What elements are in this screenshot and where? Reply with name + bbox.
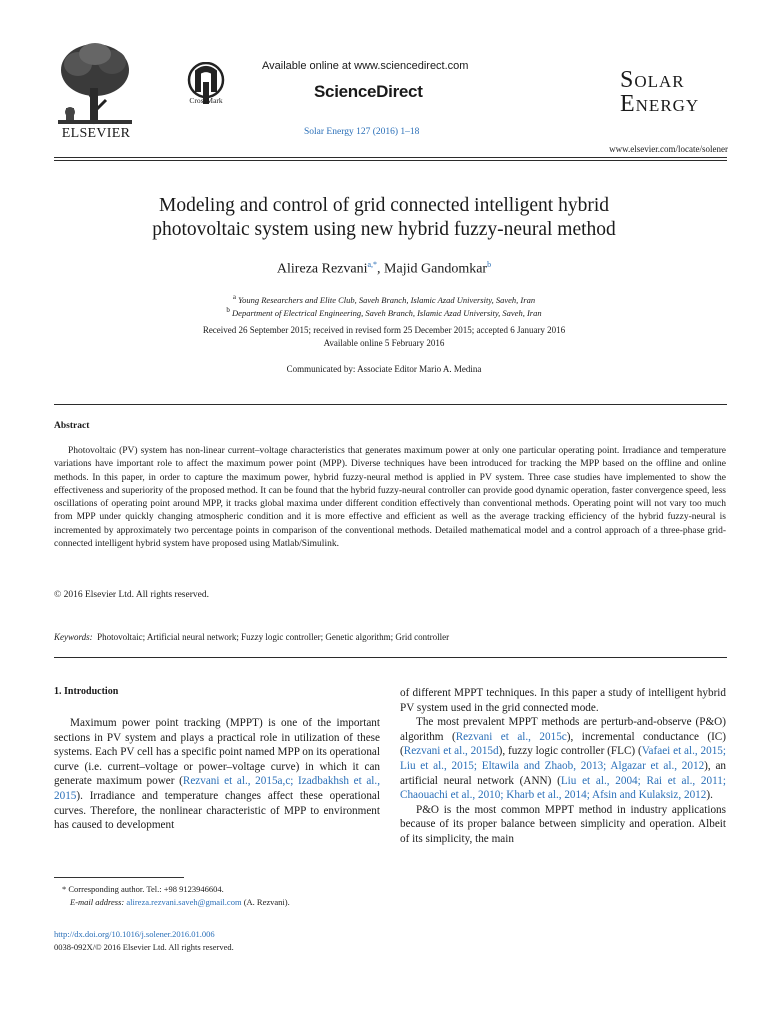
author-name: Majid Gandomkar bbox=[384, 261, 488, 277]
left-column bbox=[54, 716, 380, 833]
header-rule-bottom bbox=[54, 160, 727, 161]
tree-logo-icon bbox=[56, 38, 134, 138]
article-title-line2: photovoltaic system using new hybrid fuzzy-neural method bbox=[152, 219, 616, 240]
affiliation-b bbox=[60, 306, 708, 318]
journal-title-line1: Solar bbox=[620, 67, 685, 93]
journal-homepage-link[interactable]: www.elsevier.com/locate/solener bbox=[609, 144, 728, 154]
right-column bbox=[400, 686, 726, 847]
paragraph: P&O is the most common MPPT method in industry applications because of its proper balance between simplicity and operation. Albeit of its simplicity, the main bbox=[400, 803, 726, 845]
article-title bbox=[60, 194, 708, 242]
corresponding-author-footnote bbox=[54, 883, 384, 909]
paragraph-text: ). Irradiance and temperature changes affect these operational curves. Therefore, the nonlinear characteristic of MPP to environment has caused to development bbox=[54, 789, 380, 832]
abstract-rule-top bbox=[54, 404, 727, 405]
paragraph-text: ). bbox=[706, 789, 713, 802]
email-label: E-mail address: bbox=[70, 897, 125, 907]
article-title-line1: Modeling and control of grid connected intelligent hybrid bbox=[158, 195, 609, 216]
header-rule-top bbox=[54, 157, 727, 158]
section-heading-introduction: 1. Introduction bbox=[54, 686, 119, 697]
doi-block bbox=[54, 928, 234, 954]
affiliation-mark: b bbox=[226, 306, 230, 314]
affiliation-text: Department of Electrical Engineering, Saveh Branch, Islamic Azad University, Saveh, Iran bbox=[232, 307, 542, 318]
paragraph-text: ), incremental conductance (IC) ( bbox=[400, 730, 726, 758]
journal-title bbox=[620, 68, 728, 116]
author-separator: , bbox=[377, 261, 385, 277]
author-name: Alireza Rezvani bbox=[276, 261, 368, 277]
citation-link[interactable]: Liu et al., 2004; Rai et al., 2011; Chaouachi et al., 2010; Kharb et al., 2014; Afsin and Kulaksiz, 2012 bbox=[400, 774, 727, 802]
doi-link[interactable]: http://dx.doi.org/10.1016/j.solener.2016.01.006 bbox=[54, 929, 215, 939]
footnote-rule bbox=[54, 877, 184, 878]
keywords-text: Photovoltaic; Artificial neural network; Fuzzy logic controller; Genetic algorithm; Grid controller bbox=[97, 632, 450, 642]
paragraph-text: ), fuzzy logic controller (FLC) ( bbox=[498, 745, 642, 758]
abstract-rule-bottom bbox=[54, 657, 727, 658]
paragraph bbox=[400, 715, 726, 803]
received-dates: Received 26 September 2015; received in revised form 25 December 2015; accepted 6 January 2016 bbox=[202, 325, 566, 335]
sciencedirect-brand[interactable]: ScienceDirect bbox=[314, 82, 423, 101]
email-line bbox=[54, 896, 384, 909]
author-affiliation-mark[interactable]: a,* bbox=[367, 260, 378, 269]
corresponding-author: * Corresponding author. Tel.: +98 9123946604. bbox=[62, 884, 224, 894]
citation-link[interactable]: Rezvani et al., 2015a,c; Izadbakhsh et al., 2015 bbox=[54, 775, 380, 802]
issn-line: 0038-092X/© 2016 Elsevier Ltd. All rights reserved. bbox=[54, 942, 234, 952]
keywords-label: Keywords: bbox=[54, 632, 93, 642]
abstract-heading: Abstract bbox=[54, 421, 90, 431]
paragraph-text: ), an artificial neural network (ANN) ( bbox=[400, 759, 726, 787]
available-online-date: Available online 5 February 2016 bbox=[323, 338, 445, 348]
email-link[interactable]: alireza.rezvani.saveh@gmail.com bbox=[126, 897, 242, 907]
paragraph bbox=[54, 716, 380, 833]
paragraph-text: The most prevalent MPPT methods are perturb-and-observe (P&O) algorithm ( bbox=[400, 716, 726, 743]
keywords bbox=[54, 632, 449, 642]
citation-link[interactable]: Rezvani et al., 2015d bbox=[403, 745, 499, 758]
abstract-body: Photovoltaic (PV) system has non-linear current–voltage characteristics that generates maximum power at only one particular operating point. Irradiance and temperature variations have important role to affect the maximum power point (MPP). Diverse techniques have been introduced for tracking the MPP based on the offline and online methods. In this paper, in order to capture the maximum power, hybrid fuzzy-neural method is applied in PV system. Three case studies have implemented to show the effectiveness and superiority of the proposed method. It can be found that the hybrid fuzzy-neural controller can provide good dynamic operation, faster convergence speed, less oscillations of operating point around MPP, it tracks global maxima under different condition effectively than conventional methods. Operating point will not vary too much from MPP under quickly changing atmospheric condition and it is more effective and efficient as well as the average tracking efficiency of the hybrid fuzzy-neural is incremented by approximately two percentage points in comparison of the conventional methods. Detailed mathematical model and a control approach of a three-phase grid-connected intelligent hybrid system have proposed using Matlab/Simulink. bbox=[54, 446, 726, 550]
available-online-text: Available online at www.sciencedirect.com bbox=[262, 60, 469, 72]
abstract-copyright: © 2016 Elsevier Ltd. All rights reserved. bbox=[54, 590, 209, 600]
citation-link[interactable]: Vafaei et al., 2015; Liu et al., 2015; Eltawila and Zhaob, 2013; Algazar et al., 2012 bbox=[400, 745, 726, 772]
communicated-by: Communicated by: Associate Editor Mario A. Medina bbox=[286, 364, 482, 374]
affiliation-text: Young Researchers and Elite Club, Saveh Branch, Islamic Azad University, Saveh, Iran bbox=[238, 294, 536, 305]
author-list bbox=[60, 260, 708, 278]
author-affiliation-mark[interactable]: b bbox=[487, 260, 492, 269]
crossmark-label: CrossMark bbox=[189, 96, 223, 105]
citation-link[interactable]: Rezvani et al., 2015c bbox=[455, 730, 567, 743]
publisher-name: ELSEVIER bbox=[61, 126, 131, 141]
paragraph: of different MPPT techniques. In this paper a study of intelligent hybrid PV system used in the grid connected mode. bbox=[400, 687, 726, 714]
email-suffix: (A. Rezvani). bbox=[241, 897, 290, 907]
journal-title-line2: Energy bbox=[620, 91, 700, 117]
paragraph-text: Maximum power point tracking (MPPT) is one of the important sections in PV system and plays a practical role in utilization of these systems. Each PV cell has a specific point named MPP on its operational curve (i.e. current–voltage or power–voltage curve) in which it can generate maximum power ( bbox=[54, 717, 380, 788]
affiliation-a bbox=[60, 293, 708, 305]
affiliation-mark: a bbox=[232, 293, 237, 301]
journal-reference-link[interactable]: Solar Energy 127 (2016) 1–18 bbox=[304, 127, 420, 137]
